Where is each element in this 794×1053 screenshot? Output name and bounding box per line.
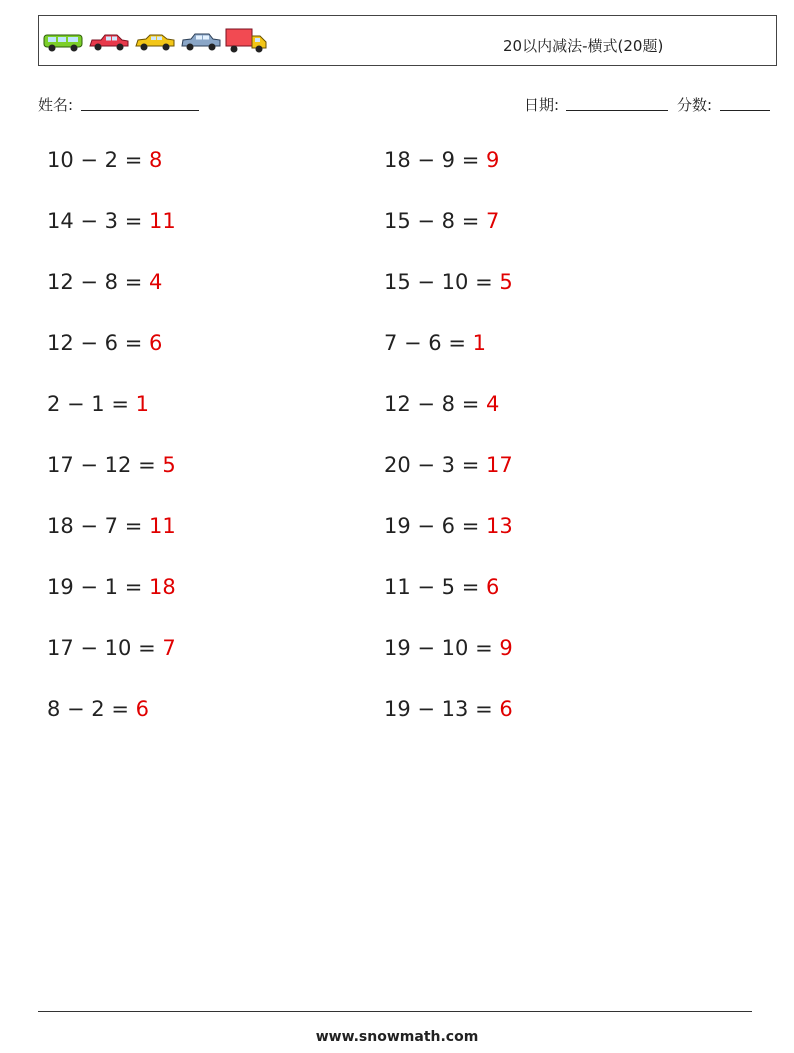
- problem-question: 15 − 8 =: [384, 209, 486, 233]
- problem-answer: 5: [499, 270, 513, 294]
- problem-question: 14 − 3 =: [47, 209, 149, 233]
- problem-answer: 11: [148, 514, 176, 538]
- problem-answer: 8: [148, 148, 163, 172]
- problem-question: 18 − 9 =: [384, 148, 486, 172]
- problem-item: [384, 575, 499, 599]
- problem-item: [47, 575, 176, 599]
- problem-question: 17 − 10 =: [47, 636, 163, 660]
- problem-question: 17 − 12 =: [47, 453, 163, 477]
- date-field-line[interactable]: [566, 110, 668, 111]
- problem-answer: 11: [148, 209, 176, 233]
- problem-question: 19 − 10 =: [384, 636, 500, 660]
- problem-question: 12 − 6 =: [47, 331, 149, 355]
- problem-question: 11 − 5 =: [384, 575, 486, 599]
- problem-item: [384, 392, 499, 416]
- yellow-taxi-icon: [133, 28, 177, 54]
- problem-answer: 6: [499, 697, 513, 721]
- problem-item: [47, 392, 149, 416]
- problem-question: 18 − 7 =: [47, 514, 149, 538]
- problem-question: 19 − 1 =: [47, 575, 149, 599]
- header-box: [38, 15, 777, 66]
- problem-answer: 13: [485, 514, 513, 538]
- red-truck-icon: [225, 28, 269, 54]
- blue-sedan-icon: [179, 28, 223, 54]
- footer-site: www.snowmath.com: [315, 1029, 479, 1045]
- red-car-icon: [87, 28, 131, 54]
- problem-question: 15 − 10 =: [384, 270, 500, 294]
- problem-item: [384, 148, 499, 172]
- date-label: 日期:: [524, 96, 560, 114]
- problem-item: [384, 209, 499, 233]
- problem-item: [47, 270, 162, 294]
- problem-item: [47, 148, 162, 172]
- problem-answer: 9: [485, 148, 500, 172]
- problem-answer: 6: [135, 697, 149, 721]
- problem-item: [384, 514, 513, 538]
- problem-answer: 1: [472, 331, 486, 355]
- problem-question: 12 − 8 =: [47, 270, 149, 294]
- problem-answer: 7: [162, 636, 176, 660]
- problem-answer: 18: [148, 575, 176, 599]
- name-field-line[interactable]: [81, 110, 199, 111]
- problem-question: 7 − 6 =: [384, 331, 473, 355]
- problem-question: 12 − 8 =: [384, 392, 486, 416]
- problem-answer: 4: [485, 392, 500, 416]
- problem-item: [47, 636, 176, 660]
- problem-question: 2 − 1 =: [47, 392, 136, 416]
- problem-answer: 6: [485, 575, 500, 599]
- problem-answer: 7: [485, 209, 500, 233]
- problem-answer: 6: [148, 331, 163, 355]
- problem-question: 19 − 6 =: [384, 514, 486, 538]
- problem-item: [47, 697, 149, 721]
- problem-answer: 5: [162, 453, 176, 477]
- green-minivan-icon: [41, 28, 85, 54]
- problem-answer: 17: [485, 453, 513, 477]
- problem-item: [384, 636, 513, 660]
- problem-item: [47, 514, 176, 538]
- score-label: 分数:: [677, 96, 713, 114]
- footer-divider: [38, 1011, 752, 1012]
- problem-answer: 4: [148, 270, 163, 294]
- problem-item: [384, 697, 513, 721]
- worksheet-title: 20以内减法-横式(20题): [503, 37, 664, 55]
- problem-answer: 9: [499, 636, 513, 660]
- problem-item: [47, 331, 162, 355]
- vehicle-icons: [41, 28, 269, 54]
- name-label: 姓名:: [38, 96, 74, 114]
- problem-answer: 1: [135, 392, 149, 416]
- problem-item: [47, 209, 176, 233]
- problem-item: [384, 331, 486, 355]
- problem-question: 19 − 13 =: [384, 697, 500, 721]
- problem-item: [47, 453, 176, 477]
- problem-question: 20 − 3 =: [384, 453, 486, 477]
- problem-item: [384, 453, 513, 477]
- problem-item: [384, 270, 513, 294]
- problem-question: 10 − 2 =: [47, 148, 149, 172]
- problem-question: 8 − 2 =: [47, 697, 136, 721]
- score-field-line[interactable]: [720, 110, 770, 111]
